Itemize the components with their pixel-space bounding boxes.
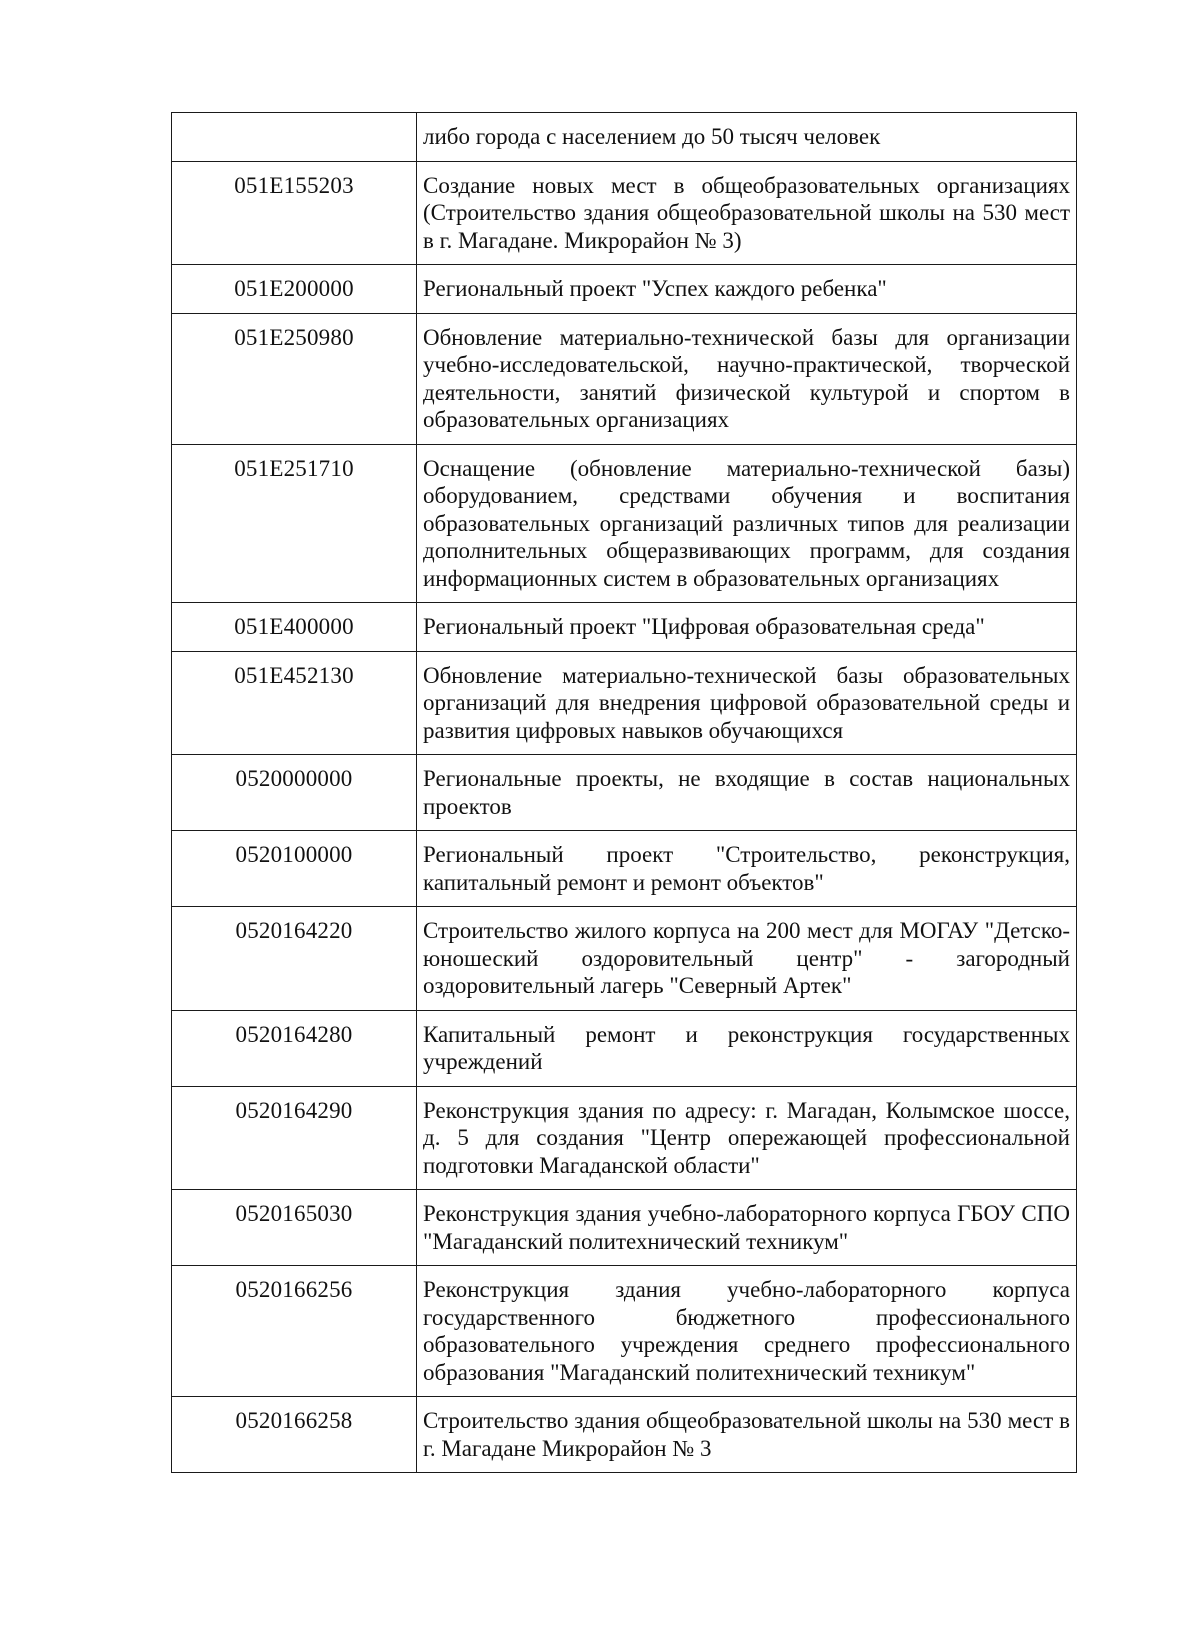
code-cell: 0520165030 <box>172 1190 417 1266</box>
table-row <box>172 603 1077 652</box>
description-cell: Обновление материально-технической базы для организации учебно-исследовательской, научно-практической, творческой деятельности, занятий физической культурой и спортом в образовательных организациях <box>417 313 1077 444</box>
description-cell: Строительство здания общеобразовательной школы на 530 мест в г. Магадане Микрорайон № 3 <box>417 1397 1077 1473</box>
code-cell: 051E251710 <box>172 444 417 603</box>
table-row <box>172 651 1077 755</box>
code-cell: 0520166258 <box>172 1397 417 1473</box>
code-cell: 0520100000 <box>172 831 417 907</box>
code-cell: 051E250980 <box>172 313 417 444</box>
code-cell: 051E452130 <box>172 651 417 755</box>
code-cell: 0520164220 <box>172 907 417 1011</box>
description-cell: Региональный проект "Строительство, реконструкция, капитальный ремонт и ремонт объектов" <box>417 831 1077 907</box>
table-row <box>172 1190 1077 1266</box>
code-cell <box>172 113 417 162</box>
description-cell: Региональный проект "Цифровая образовательная среда" <box>417 603 1077 652</box>
code-cell: 0520166256 <box>172 1266 417 1397</box>
description-cell: Реконструкция здания учебно-лабораторного корпуса государственного бюджетного профессионального образовательного учреждения среднего профессионального образования "Магаданский политехнический техникум" <box>417 1266 1077 1397</box>
description-cell: Реконструкция здания учебно-лабораторного корпуса ГБОУ СПО "Магаданский политехнический техникум" <box>417 1190 1077 1266</box>
table-row <box>172 1266 1077 1397</box>
table-row <box>172 313 1077 444</box>
table-row <box>172 1397 1077 1473</box>
description-cell: Реконструкция здания по адресу: г. Магадан, Колымское шоссе, д. 5 для создания "Центр опережающей профессиональной подготовки Магаданской области" <box>417 1086 1077 1190</box>
table-row <box>172 444 1077 603</box>
table-row <box>172 113 1077 162</box>
description-cell: Капитальный ремонт и реконструкция государственных учреждений <box>417 1010 1077 1086</box>
code-cell: 0520164290 <box>172 1086 417 1190</box>
table-row <box>172 907 1077 1011</box>
table-row <box>172 831 1077 907</box>
description-cell: либо города с населением до 50 тысяч человек <box>417 113 1077 162</box>
description-cell: Оснащение (обновление материально-технической базы) оборудованием, средствами обучения и воспитания образовательных организаций различных типов для реализации дополнительных общеразвивающих программ, для создания информационных систем в образовательных организациях <box>417 444 1077 603</box>
table-row <box>172 1010 1077 1086</box>
budget-code-table <box>171 112 1077 1473</box>
code-cell: 051E400000 <box>172 603 417 652</box>
code-cell: 0520164280 <box>172 1010 417 1086</box>
code-cell: 0520000000 <box>172 755 417 831</box>
code-cell: 051E200000 <box>172 265 417 314</box>
description-cell: Региональный проект "Успех каждого ребенка" <box>417 265 1077 314</box>
description-cell: Региональные проекты, не входящие в состав национальных проектов <box>417 755 1077 831</box>
description-cell: Строительство жилого корпуса на 200 мест для МОГАУ "Детско-юношеский оздоровительный центр" - загородный оздоровительный лагерь "Северный Артек" <box>417 907 1077 1011</box>
code-cell: 051E155203 <box>172 161 417 265</box>
description-cell: Создание новых мест в общеобразовательных организациях (Строительство здания общеобразовательной школы на 530 мест в г. Магадане. Микрорайон № 3) <box>417 161 1077 265</box>
table-row <box>172 265 1077 314</box>
table-row <box>172 161 1077 265</box>
description-cell: Обновление материально-технической базы образовательных организаций для внедрения цифровой образовательной среды и развития цифровых навыков обучающихся <box>417 651 1077 755</box>
table-row <box>172 755 1077 831</box>
table-row <box>172 1086 1077 1190</box>
